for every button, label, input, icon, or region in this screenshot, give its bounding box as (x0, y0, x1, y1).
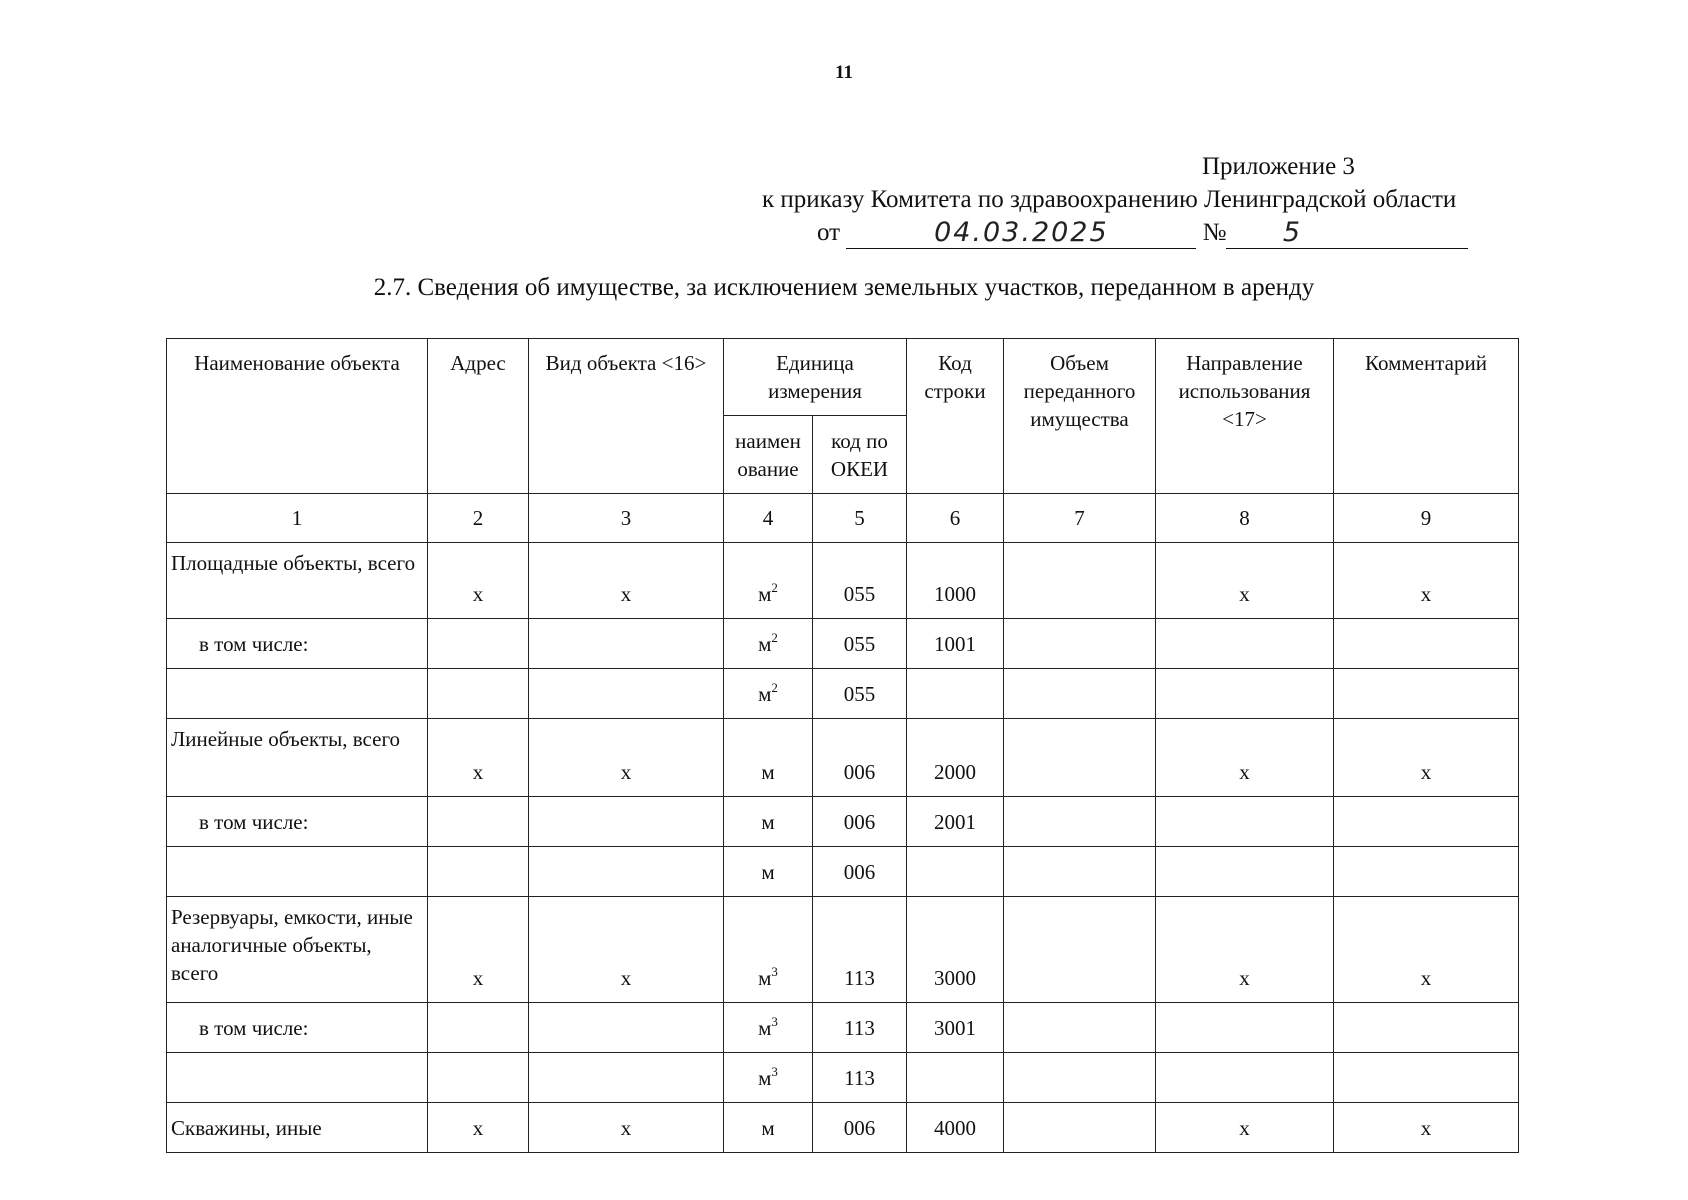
date-field (846, 218, 1196, 249)
appendix-title: Приложение 3 (1202, 153, 1355, 180)
table-row (167, 797, 1519, 847)
cell-direction[interactable] (1156, 1053, 1334, 1103)
cell-comment[interactable] (1334, 847, 1519, 897)
number-field (1226, 218, 1468, 249)
cell-unit-name: м (724, 797, 813, 847)
cell-unit-name: $м^3$ (724, 897, 813, 1003)
cell-unit-name: $м^3$ (724, 1053, 813, 1103)
cell-okei-code: 006 (813, 797, 907, 847)
cell-okei-code: 006 (813, 1103, 907, 1153)
cell-unit-name: $м^3$ (724, 1003, 813, 1053)
header-unit-name: наимен ование (724, 416, 813, 494)
cell-object-name[interactable] (167, 1053, 428, 1103)
header-address: Адрес (428, 339, 529, 494)
cell-okei-code: 055 (813, 669, 907, 719)
cell-address[interactable] (428, 1003, 529, 1053)
cell-direction: х (1156, 719, 1334, 797)
column-numbers-row (167, 494, 1519, 543)
cell-unit-name: $м^2$ (724, 619, 813, 669)
cell-address: х (428, 1103, 529, 1153)
cell-okei-code: 006 (813, 847, 907, 897)
header-direction: Направление использования <17> (1156, 339, 1334, 494)
handwritten-number: 5 (1282, 217, 1303, 248)
cell-unit-name: $м^2$ (724, 543, 813, 619)
cell-address: х (428, 719, 529, 797)
cell-address: х (428, 543, 529, 619)
table-row (167, 719, 1519, 797)
cell-object-name: Линейные объекты, всего (167, 719, 428, 797)
cell-comment[interactable] (1334, 797, 1519, 847)
cell-volume[interactable] (1004, 1053, 1156, 1103)
column-number: 5 (813, 494, 907, 543)
column-number: 2 (428, 494, 529, 543)
cell-okei-code: 113 (813, 897, 907, 1003)
cell-row-code (907, 847, 1004, 897)
cell-object-type[interactable] (529, 619, 724, 669)
column-number: 9 (1334, 494, 1519, 543)
cell-row-code (907, 1053, 1004, 1103)
cell-comment[interactable] (1334, 619, 1519, 669)
appendix-date-number-line (817, 216, 1468, 249)
cell-okei-code: 006 (813, 719, 907, 797)
date-prefix: от (817, 219, 841, 246)
cell-object-name: Скважины, иные (167, 1103, 428, 1153)
column-number: 6 (907, 494, 1004, 543)
header-object-name: Наименование объекта (167, 339, 428, 494)
cell-direction[interactable] (1156, 797, 1334, 847)
cell-direction[interactable] (1156, 847, 1334, 897)
cell-row-code: 1000 (907, 543, 1004, 619)
cell-okei-code: 113 (813, 1003, 907, 1053)
number-prefix: № (1202, 219, 1227, 246)
cell-unit-name: м (724, 719, 813, 797)
cell-comment: х (1334, 897, 1519, 1003)
header-unit: Единица измерения (724, 339, 907, 416)
cell-object-name: Резервуары, емкости, иные аналогичные объекты, всего (167, 897, 428, 1003)
property-lease-table (166, 338, 1519, 1153)
cell-row-code: 3001 (907, 1003, 1004, 1053)
cell-direction[interactable] (1156, 619, 1334, 669)
cell-address[interactable] (428, 619, 529, 669)
column-number: 8 (1156, 494, 1334, 543)
cell-address[interactable] (428, 669, 529, 719)
cell-row-code: 2001 (907, 797, 1004, 847)
column-number: 1 (167, 494, 428, 543)
cell-object-type[interactable] (529, 847, 724, 897)
header-row-code: Код строки (907, 339, 1004, 494)
cell-volume[interactable] (1004, 797, 1156, 847)
table-row (167, 619, 1519, 669)
cell-object-type[interactable] (529, 1003, 724, 1053)
cell-address[interactable] (428, 1053, 529, 1103)
cell-unit-name: $м^2$ (724, 669, 813, 719)
header-comment: Комментарий (1334, 339, 1519, 494)
table-row (167, 1103, 1519, 1153)
cell-object-type: х (529, 1103, 724, 1153)
handwritten-date: 04.03.2025 (934, 217, 1109, 248)
cell-object-type[interactable] (529, 1053, 724, 1103)
cell-direction[interactable] (1156, 669, 1334, 719)
cell-direction: х (1156, 897, 1334, 1003)
table-row (167, 543, 1519, 619)
cell-volume[interactable] (1004, 543, 1156, 619)
cell-object-name[interactable] (167, 847, 428, 897)
cell-volume[interactable] (1004, 719, 1156, 797)
cell-volume[interactable] (1004, 1003, 1156, 1053)
cell-object-name: в том числе: (167, 797, 428, 847)
cell-comment[interactable] (1334, 1053, 1519, 1103)
cell-volume[interactable] (1004, 897, 1156, 1003)
cell-volume[interactable] (1004, 619, 1156, 669)
cell-okei-code: 055 (813, 543, 907, 619)
cell-object-type: х (529, 897, 724, 1003)
cell-volume[interactable] (1004, 669, 1156, 719)
table-row (167, 669, 1519, 719)
cell-comment[interactable] (1334, 1003, 1519, 1053)
cell-volume[interactable] (1004, 1103, 1156, 1153)
cell-address[interactable] (428, 847, 529, 897)
cell-comment: х (1334, 543, 1519, 619)
column-number: 7 (1004, 494, 1156, 543)
cell-object-name: в том числе: (167, 619, 428, 669)
cell-direction: х (1156, 1103, 1334, 1153)
cell-address[interactable] (428, 797, 529, 847)
cell-address: х (428, 897, 529, 1003)
page-number: 11 (835, 62, 853, 83)
cell-unit-name: м (724, 1103, 813, 1153)
cell-direction[interactable] (1156, 1003, 1334, 1053)
cell-row-code: 3000 (907, 897, 1004, 1003)
header-object-type: Вид объекта <16> (529, 339, 724, 494)
cell-object-name[interactable] (167, 669, 428, 719)
cell-object-type[interactable] (529, 797, 724, 847)
cell-unit-name: м (724, 847, 813, 897)
cell-row-code (907, 669, 1004, 719)
cell-direction: х (1156, 543, 1334, 619)
table-row (167, 897, 1519, 1003)
cell-object-type: х (529, 719, 724, 797)
cell-comment: х (1334, 1103, 1519, 1153)
cell-okei-code: 113 (813, 1053, 907, 1103)
cell-volume[interactable] (1004, 847, 1156, 897)
cell-row-code: 1001 (907, 619, 1004, 669)
cell-row-code: 4000 (907, 1103, 1004, 1153)
header-unit-code: код по ОКЕИ (813, 416, 907, 494)
table-row (167, 1053, 1519, 1103)
appendix-order-reference: к приказу Комитета по здравоохранению Ленинградской области (762, 186, 1457, 213)
column-number: 3 (529, 494, 724, 543)
column-number: 4 (724, 494, 813, 543)
cell-okei-code: 055 (813, 619, 907, 669)
table-row (167, 847, 1519, 897)
cell-row-code: 2000 (907, 719, 1004, 797)
cell-object-name: Площадные объекты, всего (167, 543, 428, 619)
cell-object-name: в том числе: (167, 1003, 428, 1053)
header-volume: Объем переданного имущества (1004, 339, 1156, 494)
cell-object-type: х (529, 543, 724, 619)
cell-comment[interactable] (1334, 669, 1519, 719)
table-row (167, 1003, 1519, 1053)
cell-object-type[interactable] (529, 669, 724, 719)
cell-comment: х (1334, 719, 1519, 797)
section-title: 2.7. Сведения об имуществе, за исключением земельных участков, переданном в аренду (373, 274, 1315, 301)
